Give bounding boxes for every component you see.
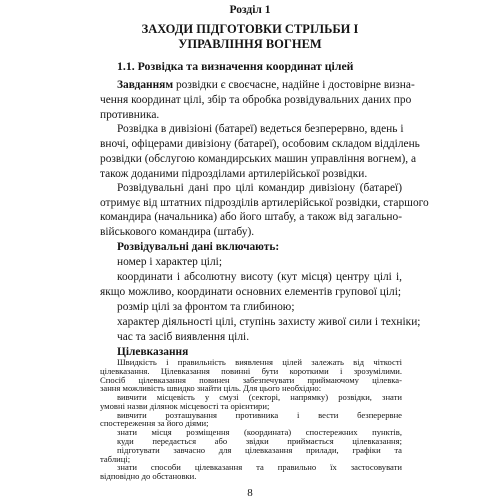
paragraph-line: спостереження за його діями; (100, 418, 209, 429)
paragraph-line: також доданими підрозділами артилерійської розвідки. (100, 168, 368, 180)
bold-lead-term: Завданням (117, 79, 174, 91)
paragraph-line: розвідки (обслугою командирських машин управління вогнем), а (100, 153, 417, 165)
page-number: 8 (247, 487, 253, 499)
paragraph-line: таблиці; (100, 453, 131, 464)
paragraph-line: цілевказання. Цілевказання повинні бути короткими і зрозумілими. (100, 365, 402, 376)
paragraph-line: Розвідувальні дані про цілі командир дивізіону (батареї) (117, 182, 402, 194)
section-label: Розділ 1 (229, 4, 271, 16)
paragraph-line: зання можливість швидко знайти ціль. Для цього необхідно: (100, 383, 322, 394)
paragraph-line: чення координат цілі, збір та обробка розвідувальних даних про (100, 94, 412, 106)
list-item-continuation: якщо можливо, координати основних елементів групової цілі; (100, 286, 402, 298)
list-item: характер діяльності цілі, ступінь захисту живої сили і техніки; (117, 316, 421, 328)
paragraph-line: вивчити місцевість у смузі (секторі, напрямку) розвідки, знати (117, 392, 402, 403)
paragraph-line: противника. (100, 109, 160, 121)
paragraph-line: вночі, офіцерами дивізіону (батареї), особовим складом відділень (100, 138, 420, 150)
list-item: координати і абсолютну висоту (кут місця) центру цілі і, (117, 271, 402, 283)
paragraph-line: відповідно до обстановки. (100, 471, 197, 481)
list-intro: Розвідувальні дані включають: (117, 241, 280, 253)
paragraph-line: вивчити розташування противника і вести безперервне (117, 409, 402, 420)
chapter-title-line-2: УПРАВЛІННЯ ВОГНЕМ (178, 37, 322, 51)
paragraph-line: військового командира (штабу). (100, 226, 255, 238)
targeting-heading: Цілевказання (117, 346, 189, 358)
paragraph-line: куди передається або звідки приймається цілевказання; (117, 435, 402, 446)
chapter-title-line-1: ЗАХОДИ ПІДГОТОВКИ СТРІЛЬБИ І (141, 22, 359, 36)
list-item: розмір цілі за фронтом та глибиною; (117, 301, 295, 313)
list-item: номер і характер цілі; (117, 256, 222, 268)
paragraph-line: командира (начальника) або його штабу, а також від загально- (100, 211, 402, 223)
paragraph-line: Завданням розвідки є своєчасне, надійне і достовірне визна- (117, 79, 415, 91)
paragraph-line: Спосіб цілевказання повинен забезпечувати приймаючому цілевка- (100, 374, 402, 385)
paragraph-line: підготувати завчасно для цілевказання прилади, графіки та (117, 444, 402, 455)
paragraph-line: Швидкість і правильність виявлення цілей залежать від чіткості (117, 357, 402, 367)
paragraph-line: умовні назви ділянок місцевості та орієнтири; (100, 400, 270, 411)
paragraph-line: знати способи цілевказання та правильно їх застосовувати (117, 462, 402, 473)
subsection-heading: 1.1. Розвідка та визначення координат цілей (117, 59, 354, 73)
paragraph-line: Розвідка в дивізіоні (батареї) ведеться безперервно, вдень і (117, 123, 404, 135)
paragraph-line: отримує від штатних підрозділів артилерійської розвідки, старшого (100, 197, 429, 209)
paragraph-line: знати місця розміщення (координата) спостережних пунктів, (117, 427, 402, 438)
list-item-continuation: час та засіб виявлення цілі. (117, 331, 250, 343)
